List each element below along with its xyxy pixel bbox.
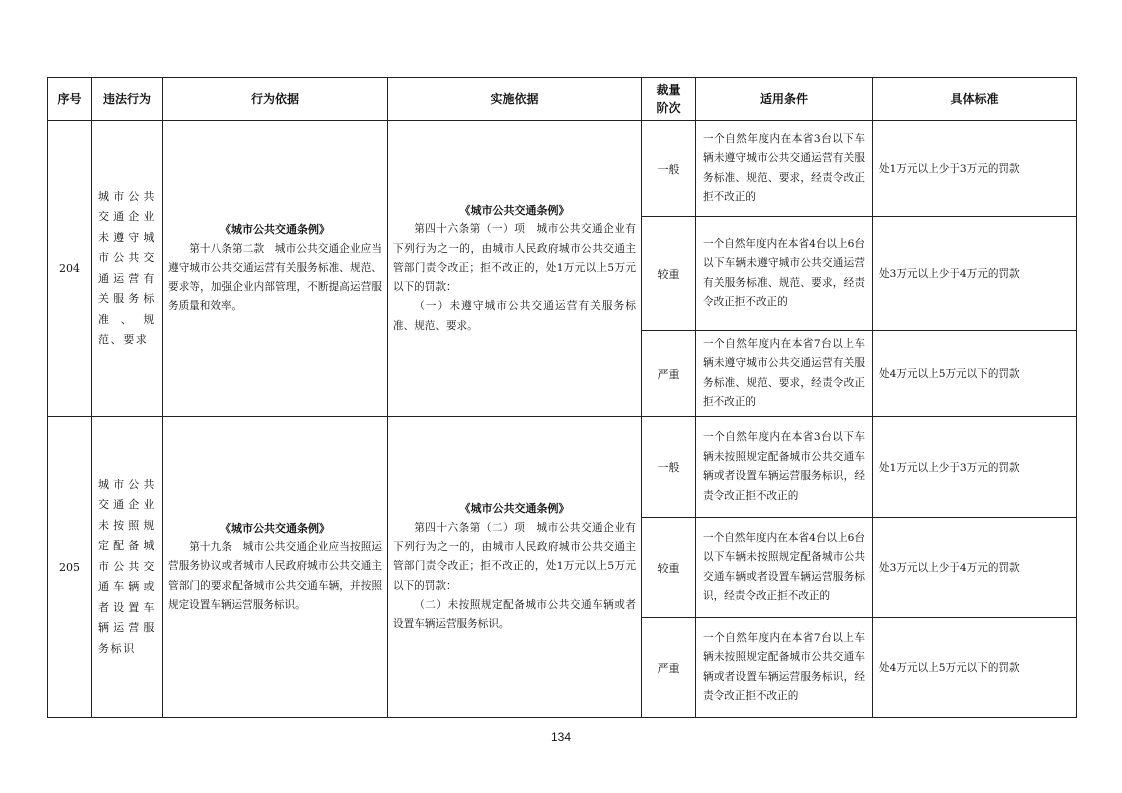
cond-cell: 一个自然年度内在本省4台以上6台以下车辆未遵守城市公共交通运营有关服务标准、规范、要求，经责令改正拒不改正的 [696,217,873,331]
table-row [48,417,1077,518]
impl-cell [388,121,642,417]
basis-text: 第十九条 城市公共交通企业应当按照运营服务协议或者城市人民政府城市公共交通主管部门的要求配备城市公共交通车辆，并按照规定设置车辆运营服务标识。 [168,541,382,611]
std-cell: 处1万元以上少于3万元的罚款 [873,417,1077,518]
basis-title: 《城市公共交通条例》 [220,521,330,535]
cond-cell: 一个自然年度内在本省3台以下车辆未按照规定配备城市公共交通车辆或者设置车辆运营服务标识，经责令改正拒不改正的 [696,417,873,518]
table-row [48,121,1077,217]
level-cell: 一般 [642,121,696,217]
impl-item: （一）未遵守城市公共交通运营有关服务标准、规范、要求。 [393,300,636,332]
impl-text: 第四十六条第（一）项 城市公共交通企业有下列行为之一的，由城市人民政府城市公共交通主管部门责令改正；拒不改正的，处1万元以上5万元以下的罚款： [393,223,636,294]
impl-title: 《城市公共交通条例》 [459,203,570,217]
std-cell: 处3万元以上少于4万元的罚款 [873,217,1077,331]
header-cond: 适用条件 [696,78,873,121]
cond-cell: 一个自然年度内在本省4台以上6台以下车辆未按照规定配备城市公共交通车辆或者设置车辆运营服务标识，经责令改正拒不改正的 [696,518,873,618]
act-cell: 城市公共交通企业未遵守城市公共交通运营有关服务标准、规范、要求 [92,121,163,417]
cond-cell: 一个自然年度内在本省7台以上车辆未遵守城市公共交通运营有关服务标准、规范、要求，经责令改正拒不改正的 [696,331,873,417]
header-impl: 实施依据 [388,78,642,121]
header-seq: 序号 [48,78,92,121]
level-cell: 一般 [642,417,696,518]
std-cell: 处4万元以上5万元以下的罚款 [873,331,1077,417]
std-cell: 处4万元以上5万元以下的罚款 [873,618,1077,718]
std-cell: 处1万元以上少于3万元的罚款 [873,121,1077,217]
basis-cell [163,121,388,417]
penalty-table [47,77,1077,718]
header-level-line2: 阶次 [656,101,681,115]
page-number: 134 [550,730,572,744]
basis-cell [163,417,388,718]
header-std: 具体标准 [873,78,1077,121]
cond-cell: 一个自然年度内在本省7台以上车辆未按照规定配备城市公共交通车辆或者设置车辆运营服务标识，经责令改正拒不改正的 [696,618,873,718]
impl-item: （二）未按照规定配备城市公共交通车辆或者设置车辆运营服务标识。 [393,598,636,631]
impl-cell [388,417,642,718]
level-cell: 严重 [642,618,696,718]
basis-title: 《城市公共交通条例》 [220,223,330,237]
level-cell: 较重 [642,518,696,618]
header-row [48,78,1077,121]
level-cell: 较重 [642,217,696,331]
level-cell: 严重 [642,331,696,417]
basis-text: 第十八条第二款 城市公共交通企业应当遵守城市公共交通运营有关服务标准、规范、要求等，加强企业内部管理，不断提高运营服务质量和效率。 [168,242,382,313]
std-cell: 处3万元以上少于4万元的罚款 [873,518,1077,618]
impl-title: 《城市公共交通条例》 [459,502,570,516]
cond-cell: 一个自然年度内在本省3台以下车辆未遵守城市公共交通运营有关服务标准、规范、要求，经责令改正拒不改正的 [696,121,873,217]
header-act: 违法行为 [92,78,163,121]
impl-text: 第四十六条第（二）项 城市公共交通企业有下列行为之一的，由城市人民政府城市公共交通主管部门责令改正；拒不改正的，处1万元以上5万元以下的罚款： [393,521,636,592]
act-cell: 城市公共交通企业未按照规定配备城市公共交通车辆或者设置车辆运营服务标识 [92,417,163,718]
header-level-line1: 裁量 [656,83,681,97]
seq-cell: 204 [48,121,92,417]
seq-cell: 205 [48,417,92,718]
header-basis: 行为依据 [163,78,388,121]
header-level [642,78,696,121]
